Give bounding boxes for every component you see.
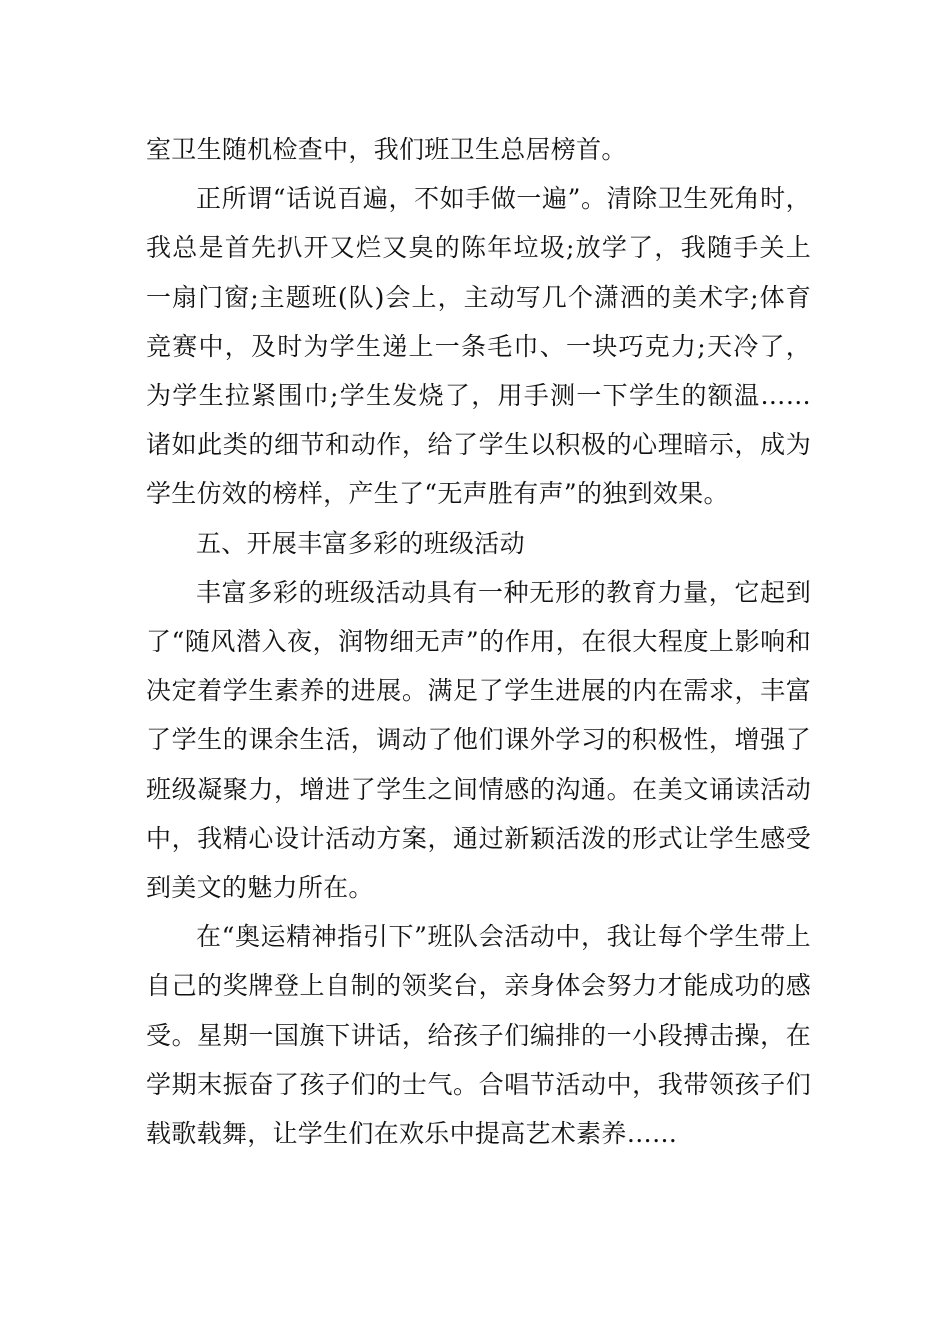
paragraph-continuation: 室卫生随机检查中，我们班卫生总居榜首。 bbox=[146, 135, 627, 164]
section-heading-class-activities: 五、开展丰富多彩的班级活动 bbox=[196, 528, 525, 558]
paragraph-olympic-activity: 在“奥运精神指引下”班队会活动中，我让每个学生带上自己的奖牌登上自制的领奖台，亲身体会努力才能成功的感受。星期一国旗下讲话，给孩子们编排的一小段搏击操，在学期末振奋了孩子们的士气。合唱节活动中，我带领孩子们载歌载舞，让学生们在欢乐中提高艺术素养…… bbox=[146, 922, 811, 1149]
document-body bbox=[146, 125, 811, 1158]
paragraph-class-activities: 丰富多彩的班级活动具有一种无形的教育力量，它起到了“随风潜入夜，润物细无声”的作用，在很大程度上影响和决定着学生素养的进展。满足了学生进展的内在需求，丰富了学生的课余生活，调动了他们课外学习的积极性，增强了班级凝聚力，增进了学生之间情感的沟通。在美文诵读活动中，我精心设计活动方案，通过新颖活泼的形式让学生感受到美文的魅力所在。 bbox=[146, 577, 811, 903]
paragraph-example-behavior: 正所谓“话说百遍，不如手做一遍”。清除卫生死角时，我总是首先扒开又烂又臭的陈年垃圾;放学了，我随手关上一扇门窗;主题班(队)会上，主动写几个潇洒的美术字;体育竞赛中，及时为学生递上一条毛巾、一块巧克力;天冷了，为学生拉紧围巾;学生发烧了，用手测一下学生的额温……诸如此类的细节和动作，给了学生以积极的心理暗示，成为学生仿效的榜样，产生了“无声胜有声”的独到效果。 bbox=[146, 184, 811, 509]
